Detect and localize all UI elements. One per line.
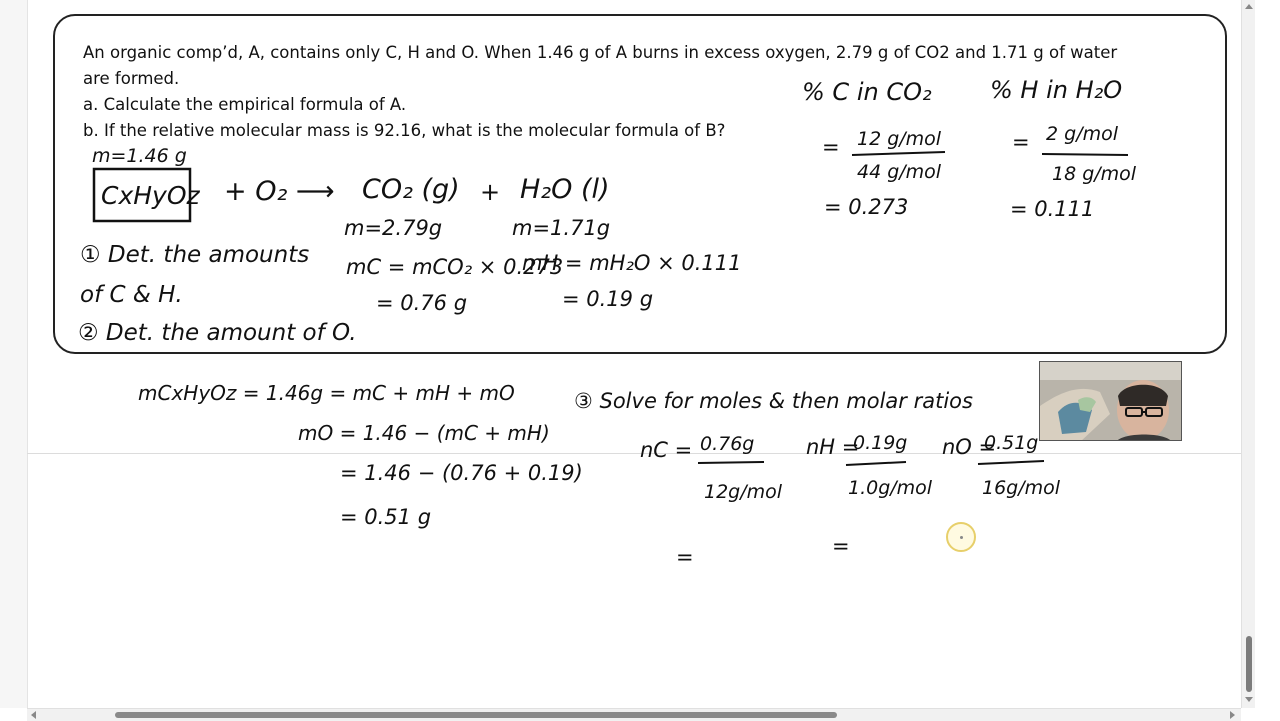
percent-h-numerator: 2 g/mol [1046, 123, 1119, 145]
problem-part-b: b. If the relative molecular mass is 92.16, what is the molecular formula of B? [83, 121, 726, 140]
problem-line-1: An organic comp’d, A, contains only C, H and O. When 1.46 g of A burns in excess oxygen, 2.79 g of CO2 and 1.71 g of water [83, 43, 1118, 62]
moles-o-denominator: 16g/mol [982, 477, 1061, 499]
mass-o-line-3: = 0.51 g [340, 505, 432, 529]
cursor-center-dot [960, 536, 963, 539]
moles-h-numerator: 0.19g [853, 432, 908, 454]
mass-co2: m=2.79g [344, 216, 443, 240]
reactant-formula: CxHyOz [101, 181, 200, 210]
scroll-left-arrow-icon[interactable] [31, 711, 36, 719]
scroll-right-arrow-icon[interactable] [1230, 711, 1235, 719]
moles-c-numerator: 0.76g [700, 433, 755, 455]
percent-h-value: = 0.111 [1010, 197, 1095, 221]
h2o-product: H₂O (l) [520, 174, 610, 205]
lower-equals-2: = [832, 534, 850, 558]
co2-product: CO₂ (g) [362, 174, 460, 205]
percent-c-denominator: 44 g/mol [857, 161, 942, 183]
step-3: ③ Solve for moles & then molar ratios [574, 389, 973, 413]
moles-o-fraction-bar [978, 461, 1044, 464]
mass-of-a: m=1.46 g [92, 145, 187, 167]
webcam-video-frame [1040, 362, 1182, 441]
vertical-scroll-thumb[interactable] [1246, 636, 1252, 692]
moles-c-fraction-bar [698, 462, 764, 463]
scroll-down-arrow-icon[interactable] [1245, 697, 1253, 702]
percent-h-title: % H in H₂O [990, 76, 1123, 104]
vertical-scrollbar[interactable] [1241, 0, 1256, 708]
moles-o-label: nO = [942, 435, 997, 459]
scroll-up-arrow-icon[interactable] [1245, 4, 1253, 9]
problem-part-a: a. Calculate the empirical formula of A. [83, 95, 407, 114]
horizontal-scroll-thumb[interactable] [115, 712, 837, 718]
right-margin [1255, 0, 1280, 720]
mass-h-result: = 0.19 g [562, 287, 654, 311]
plus-sign: + [480, 178, 501, 206]
step-1-line-1: ① Det. the amounts [80, 242, 310, 268]
percent-c-title: % C in CO₂ [802, 78, 932, 106]
moles-h-fraction-bar [846, 462, 906, 465]
pen-cursor-icon [946, 522, 976, 552]
total-mass-equation: mCxHyOz = 1.46g = mC + mH + mO [138, 381, 515, 405]
moles-c-label: nC = [640, 438, 693, 462]
percent-c-fraction-bar [852, 152, 945, 155]
percent-c-equals: = [822, 135, 840, 159]
mass-h2o: m=1.71g [512, 216, 611, 240]
plus-o2-arrow: + O₂ ⟶ [224, 176, 335, 207]
moles-o-numerator: 0.51g [984, 432, 1039, 454]
lower-equals-1: = [676, 545, 694, 569]
mass-o-line-1: mO = 1.46 − (mC + mH) [298, 421, 550, 445]
mass-h-calc: mH = mH₂O × 0.111 [522, 251, 742, 275]
percent-h-denominator: 18 g/mol [1052, 163, 1137, 185]
moles-h-denominator: 1.0g/mol [848, 477, 933, 499]
mass-c-calc: mC = mCO₂ × 0.273 [346, 255, 564, 279]
percent-c-numerator: 12 g/mol [857, 128, 942, 150]
problem-line-2: are formed. [83, 69, 180, 88]
mass-c-result: = 0.76 g [376, 291, 468, 315]
moles-c-denominator: 12g/mol [704, 481, 783, 503]
percent-c-value: = 0.273 [824, 195, 909, 219]
step-1-line-2: of C & H. [80, 282, 183, 308]
step-2: ② Det. the amount of O. [78, 320, 357, 346]
percent-h-fraction-bar [1042, 154, 1128, 155]
presenter-webcam [1039, 361, 1182, 441]
moles-h-label: nH = [806, 435, 860, 459]
percent-h-equals: = [1012, 130, 1030, 154]
mass-o-line-2: = 1.46 − (0.76 + 0.19) [340, 461, 583, 485]
horizontal-scrollbar[interactable] [27, 708, 1241, 721]
